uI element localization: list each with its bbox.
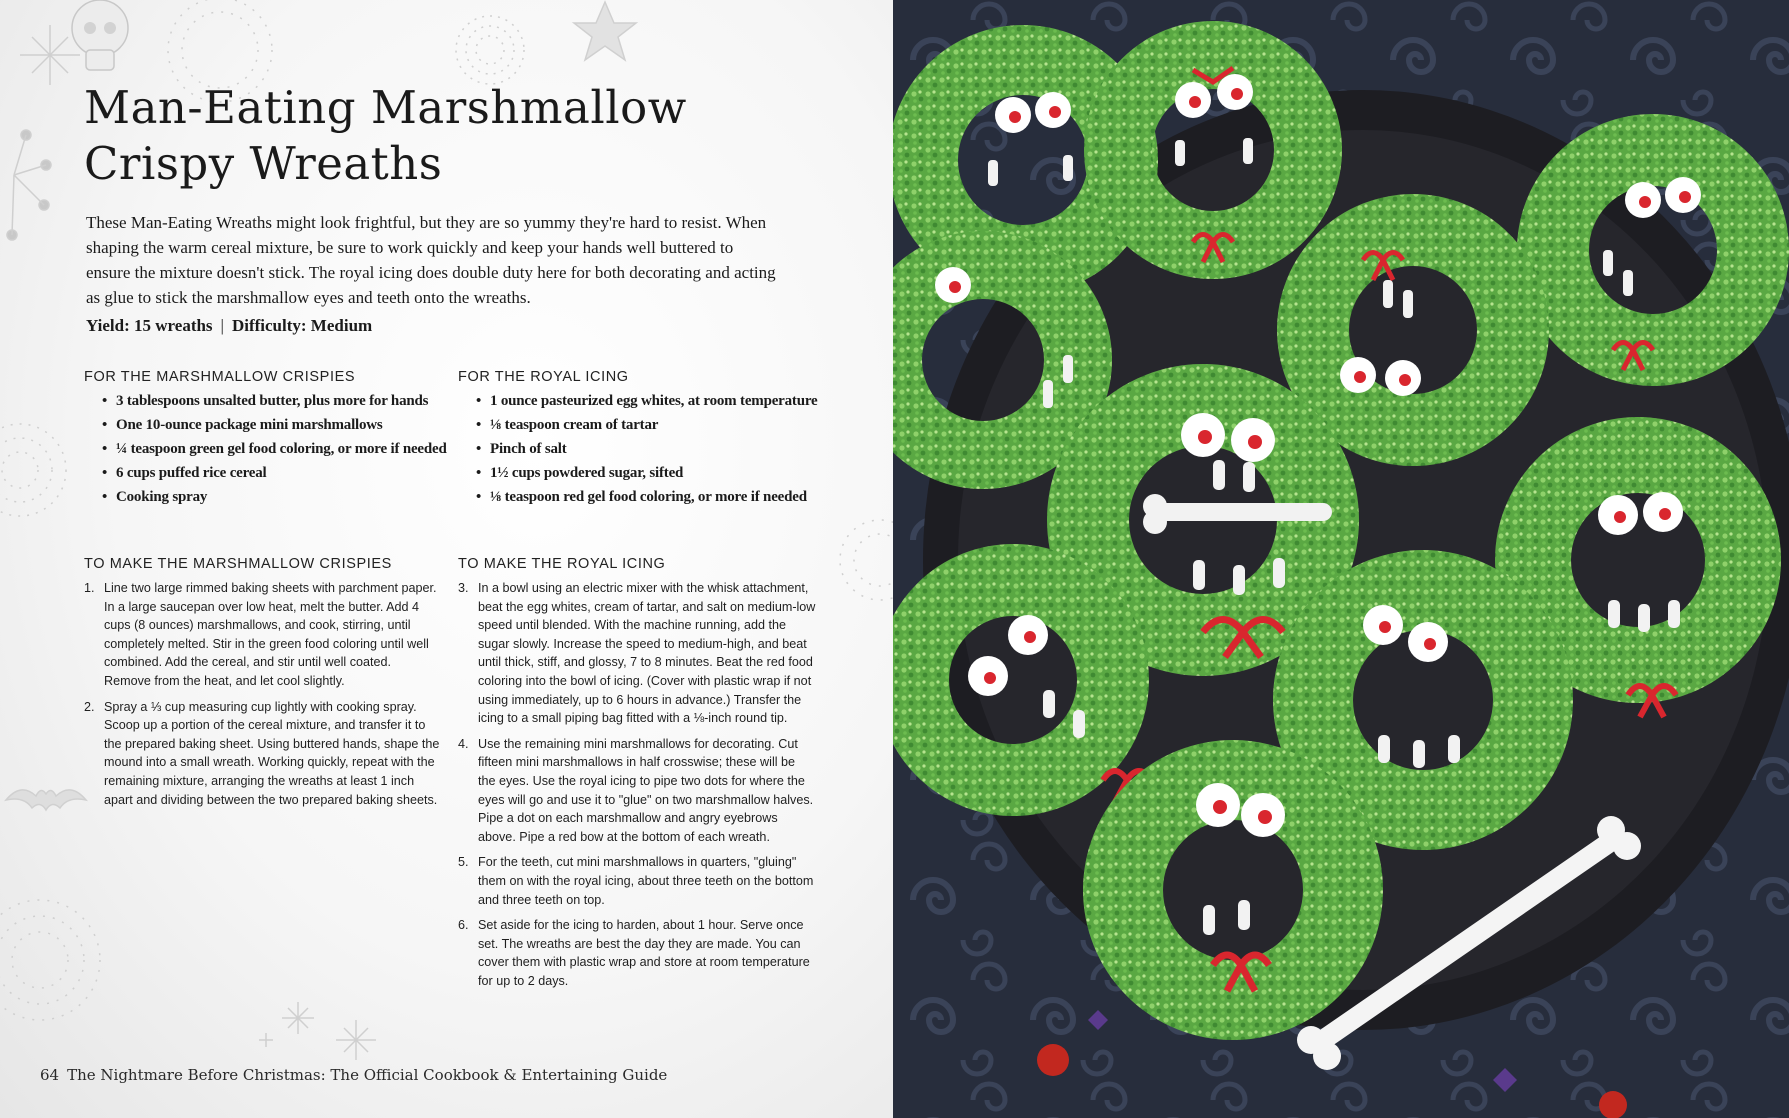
sparkle-icon xyxy=(259,1033,273,1047)
step-number: 5. xyxy=(458,855,469,870)
ingredient-item: • ⅛ teaspoon cream of tartar xyxy=(476,416,828,435)
step-text: In a bowl using an electric mixer with the whisk attachment, beat the egg whites, cream of tartar, and salt on medium-low speed until blended. With the machine running, add the sugar slowly. Increase the speed to medium-high, and beat until thick, stiff, and glossy, 7 to 8 minutes. Beat the red food coloring into the bowl of icing. (Cover with plastic wrap if not using immediately, up to 6 hours in advance.) Transfer the icing to a small piping bag fitted with a ⅛-inch round tip. xyxy=(478,581,816,726)
spiral-burst-icon xyxy=(840,520,893,600)
crispies-list xyxy=(84,392,454,507)
ingredient-item: • 3 tablespoons unsalted butter, plus more for hands xyxy=(102,392,454,411)
sparkle-icon xyxy=(336,1020,376,1060)
step-number: 2. xyxy=(84,699,95,714)
method-step xyxy=(84,698,440,810)
crispies-ingredients xyxy=(84,369,454,512)
step-number: 3. xyxy=(458,581,469,595)
recipe-title-line-1: Man-Eating Marshmallow xyxy=(84,81,687,134)
step-text: For the teeth, cut mini marshmallows in quarters, "gluing" them on with the royal icing, about three teeth on the bottom and three teeth on top. xyxy=(478,855,814,907)
recipe-page xyxy=(0,0,893,1118)
method-step xyxy=(458,916,816,990)
skull-icon xyxy=(72,0,128,70)
icing-list xyxy=(458,392,828,507)
method-step xyxy=(84,579,440,691)
crispies-method xyxy=(84,556,440,816)
confetti-pumpkin-icon xyxy=(1037,1044,1069,1076)
icing-method xyxy=(458,556,816,997)
method-step xyxy=(458,579,816,728)
ingredient-item: • 6 cups puffed rice cereal xyxy=(102,464,454,483)
step-number: 1. xyxy=(84,581,95,595)
ingredient-item: • 1½ cups powdered sugar, sifted xyxy=(476,464,828,483)
make-crispies-heading: TO MAKE THE MARSHMALLOW CRISPIES xyxy=(84,556,392,572)
step-text: Set aside for the icing to harden, about 1 hour. Serve once set. The wreaths are best the day they are made. You can cover them with plastic wrap and store at room temperature for up to 2 days. xyxy=(478,918,810,988)
page-footer xyxy=(40,1066,667,1084)
recipe-title-line-2: Crispy Wreaths xyxy=(84,137,443,190)
intro-paragraph: These Man-Eating Wreaths might look frightful, but they are so yummy they're hard to resist. When shaping the warm cereal mixture, be sure to work quickly and keep your hands well buttered to ensure the mixture doesn't stick. The royal icing does double duty here for both decorating and acting as glue to stick the marshmallow eyes and teeth onto the wreaths. xyxy=(86,213,776,307)
ingredient-item: • ⅛ teaspoon red gel food coloring, or more if needed xyxy=(476,488,828,507)
step-number: 4. xyxy=(458,736,469,751)
step-text: Use the remaining mini marshmallows for decorating. Cut fifteen mini marshmallows in half crosswise; these will be the eyes. Use the royal icing to pipe two dots for where the eyes will go and use it to "glue" on two marshmallow halves. Pipe a dot on each marshmallow and angry eyebrows above. Pipe a red bow at the bottom of each wreath. xyxy=(478,736,814,844)
make-icing-heading: TO MAKE THE ROYAL ICING xyxy=(458,556,666,572)
spiral-burst-icon xyxy=(0,900,100,1020)
bat-icon xyxy=(6,790,86,810)
spiral-burst-icon xyxy=(0,424,66,516)
ingredient-item: • One 10-ounce package mini marshmallows xyxy=(102,416,454,435)
step-text: Spray a ⅓ cup measuring cup lightly with cooking spray. Scoop up a portion of the cereal mixture, and transfer it to the prepared baking sheet. Using buttered hands, shape the mound into a small wreath. Working quickly, repeat with the remaining mixture, arranging the wreaths at least 1 inch apart and dividing between the two prepared baking sheets. xyxy=(104,699,440,807)
book-title: The Nightmare Before Christmas: The Official Cookbook & Entertaining Guide xyxy=(67,1066,668,1084)
icing-ingredients xyxy=(458,369,828,512)
page-number: 64 xyxy=(40,1066,60,1084)
sparkle-icon xyxy=(282,1002,314,1034)
step-text: Line two large rimmed baking sheets with parchment paper. In a large saucepan over low heat, melt the butter. Add 4 cups (8 ounces) marshmallows, and cook, stirring, until completely melted. Stir in the green food coloring until well combined. Add the cereal, and stir until well coated. Remove from the heat, and let cool slightly. xyxy=(104,581,437,688)
recipe-intro xyxy=(86,210,776,310)
ingredient-item: • Pinch of salt xyxy=(476,440,828,459)
difficulty-label: Difficulty: Medium xyxy=(231,316,373,335)
confetti-pumpkin-icon xyxy=(1599,1091,1627,1118)
recipe-title xyxy=(84,80,784,192)
method-step xyxy=(458,735,816,847)
icing-steps xyxy=(458,579,816,990)
flower-icon xyxy=(7,130,51,240)
method-step xyxy=(458,853,816,909)
ingredient-item: • 1 ounce pasteurized egg whites, at room temperature xyxy=(476,392,828,411)
spiral-burst-icon xyxy=(456,16,524,84)
icing-heading: FOR THE ROYAL ICING xyxy=(458,369,629,385)
sparkle-icon xyxy=(20,25,80,85)
yield-label: Yield: 15 wreaths xyxy=(86,316,213,335)
ingredient-item: • ¼ teaspoon green gel food coloring, or more if needed xyxy=(102,440,454,459)
meta-separator: | xyxy=(220,316,224,335)
recipe-meta xyxy=(86,316,372,336)
crispies-steps xyxy=(84,579,440,809)
wreaths-photo-illustration xyxy=(893,0,1789,1118)
ingredient-item: • Cooking spray xyxy=(102,488,454,507)
crispies-heading: FOR THE MARSHMALLOW CRISPIES xyxy=(84,369,356,385)
star-icon xyxy=(574,2,636,60)
step-number: 6. xyxy=(458,918,469,933)
food-photo xyxy=(893,0,1789,1118)
